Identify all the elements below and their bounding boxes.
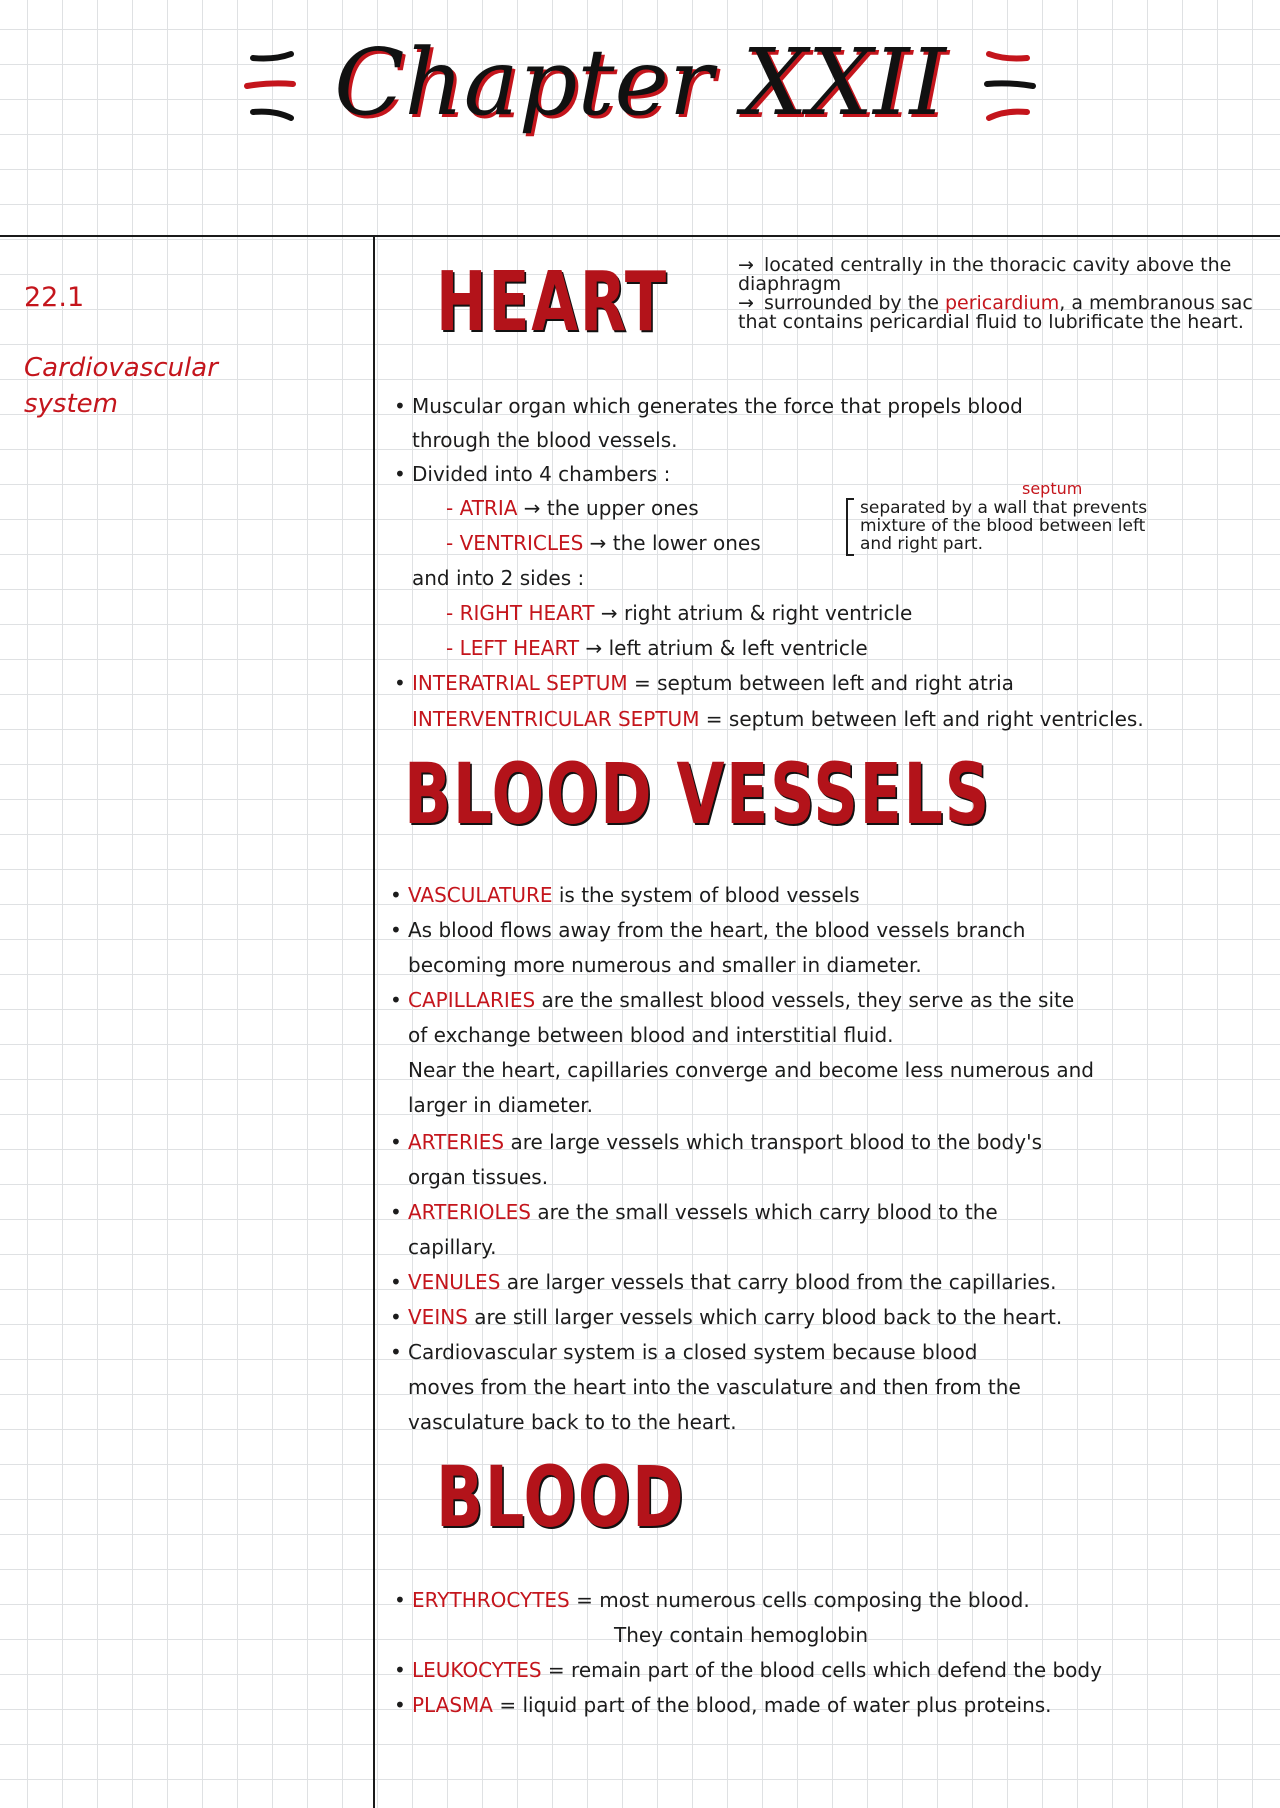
capillaries-line-2: of exchange between blood and interstitial fluid. — [408, 1023, 894, 1047]
atria-term: - ATRIA — [446, 496, 518, 520]
capillaries-line-4: larger in diameter. — [408, 1093, 594, 1117]
arterioles-line — [408, 1200, 998, 1224]
atria-text: → the upper ones — [523, 496, 699, 520]
plasma-line — [412, 1693, 1052, 1717]
heart-note-location-text: located centrally in the thoracic cavity above the diaphragm — [738, 254, 1232, 295]
heart-bullet-1-cont: through the blood vessels. — [412, 428, 678, 452]
erythrocytes-term: ERYTHROCYTES — [412, 1588, 570, 1612]
leukocytes-line — [412, 1658, 1102, 1682]
ventricles-term: - VENTRICLES — [446, 531, 584, 555]
heart-note-pericardium-a: surrounded by the — [764, 292, 939, 314]
chapter-title: Chapter XXII — [334, 29, 946, 137]
arrow-right-icon: → — [738, 292, 754, 314]
bracket-note-2: mixture of the blood between left — [860, 516, 1146, 536]
title-left-decoration-icon — [235, 38, 305, 128]
right-heart-line — [446, 601, 912, 625]
capillaries-term: CAPILLARIES — [408, 988, 536, 1012]
interatrial-line — [412, 671, 1014, 695]
heart-bullet-2 — [412, 462, 670, 486]
heart-note-pericardium — [738, 294, 1278, 332]
ventricles-line — [446, 531, 761, 555]
erythrocytes-line-2: They contain hemoglobin — [614, 1623, 869, 1647]
vasculature-term: VASCULATURE — [408, 883, 553, 907]
blood-heading: BLOOD — [436, 1448, 686, 1546]
leukocytes-text: = remain part of the blood cells which defend the body — [541, 1658, 1102, 1682]
bracket-icon — [846, 498, 854, 556]
arrow-right-icon: → — [738, 254, 754, 276]
flow-line-1: • As blood flows away from the heart, the blood vessels branch — [408, 918, 1025, 942]
interventricular-text: = septum between left and right ventricles. — [699, 707, 1144, 731]
arteries-term: ARTERIES — [408, 1130, 505, 1154]
left-heart-term: - LEFT HEART — [446, 636, 580, 660]
closed-system-line-2: moves from the heart into the vasculature and then from the — [408, 1375, 1021, 1399]
section-number: 22.1 — [24, 282, 85, 313]
erythrocytes-line — [412, 1588, 1030, 1612]
arterioles-term: ARTERIOLES — [408, 1200, 531, 1224]
arteries-text: are large vessels which transport blood to the body's — [504, 1130, 1042, 1154]
heart-bullet-2-text: Divided into 4 chambers : — [412, 462, 671, 486]
arteries-line — [408, 1130, 1042, 1154]
septum-annotation: septum — [1022, 479, 1083, 498]
flow-line-2: becoming more numerous and smaller in diameter. — [408, 953, 922, 977]
interventricular-term: INTERVENTRICULAR SEPTUM — [412, 707, 700, 731]
veins-term: VEINS — [408, 1305, 468, 1329]
veins-line — [408, 1305, 1062, 1329]
plasma-text: = liquid part of the blood, made of water plus proteins. — [492, 1693, 1052, 1717]
vasculature-line — [408, 883, 860, 907]
heart-bullet-1 — [412, 394, 1023, 418]
section-label: Cardiovascular system — [24, 353, 218, 419]
capillaries-line-3: Near the heart, capillaries converge and become less numerous and — [408, 1058, 1094, 1082]
arterioles-line-2: capillary. — [408, 1235, 497, 1259]
heart-note-pericardium-b: , a membranous sac that contains pericardial fluid to lubrificate the heart. — [738, 292, 1253, 333]
venules-term: VENULES — [408, 1270, 501, 1294]
blood-vessels-heading: BLOOD VESSELS — [404, 745, 991, 843]
atria-line — [446, 496, 699, 520]
closed-system-line-1: • Cardiovascular system is a closed system because blood — [408, 1340, 977, 1364]
capillaries-text: are the smallest blood vessels, they serve as the site — [535, 988, 1075, 1012]
bracket-note-1: separated by a wall that prevents — [860, 498, 1148, 518]
margin-divider — [373, 236, 375, 1808]
vasculature-text: is the system of blood vessels — [552, 883, 860, 907]
pericardium-term: pericardium — [944, 292, 1060, 314]
right-heart-term: - RIGHT HEART — [446, 601, 595, 625]
left-heart-line — [446, 636, 868, 660]
arterioles-text: are the small vessels which carry blood to the — [531, 1200, 998, 1224]
interatrial-term: INTERATRIAL SEPTUM — [412, 671, 628, 695]
header-divider — [0, 235, 1280, 237]
title-right-decoration-icon — [975, 38, 1045, 128]
leukocytes-term: LEUKOCYTES — [412, 1658, 542, 1682]
heart-heading: HEART — [436, 255, 668, 350]
erythrocytes-text: = most numerous cells composing the blood. — [569, 1588, 1030, 1612]
veins-text: are still larger vessels which carry blood back to the heart. — [467, 1305, 1063, 1329]
right-heart-text: → right atrium & right ventricle — [600, 601, 913, 625]
ventricles-text: → the lower ones — [589, 531, 761, 555]
heart-note-location — [738, 256, 1278, 294]
closed-system-line-3: vasculature back to to the heart. — [408, 1410, 737, 1434]
plasma-term: PLASMA — [412, 1693, 493, 1717]
venules-line — [408, 1270, 1056, 1294]
interatrial-text: = septum between left and right atria — [627, 671, 1014, 695]
venules-text: are larger vessels that carry blood from the capillaries. — [500, 1270, 1057, 1294]
arteries-line-2: organ tissues. — [408, 1165, 549, 1189]
bracket-note-3: and right part. — [860, 534, 984, 554]
chapter-title-block — [0, 29, 1280, 137]
capillaries-line — [408, 988, 1074, 1012]
sides-line: and into 2 sides : — [412, 566, 585, 590]
left-heart-text: → left atrium & left ventricle — [585, 636, 868, 660]
interventricular-line — [412, 707, 1144, 731]
heart-bullet-1-text: Muscular organ which generates the force that propels blood — [412, 394, 1023, 418]
